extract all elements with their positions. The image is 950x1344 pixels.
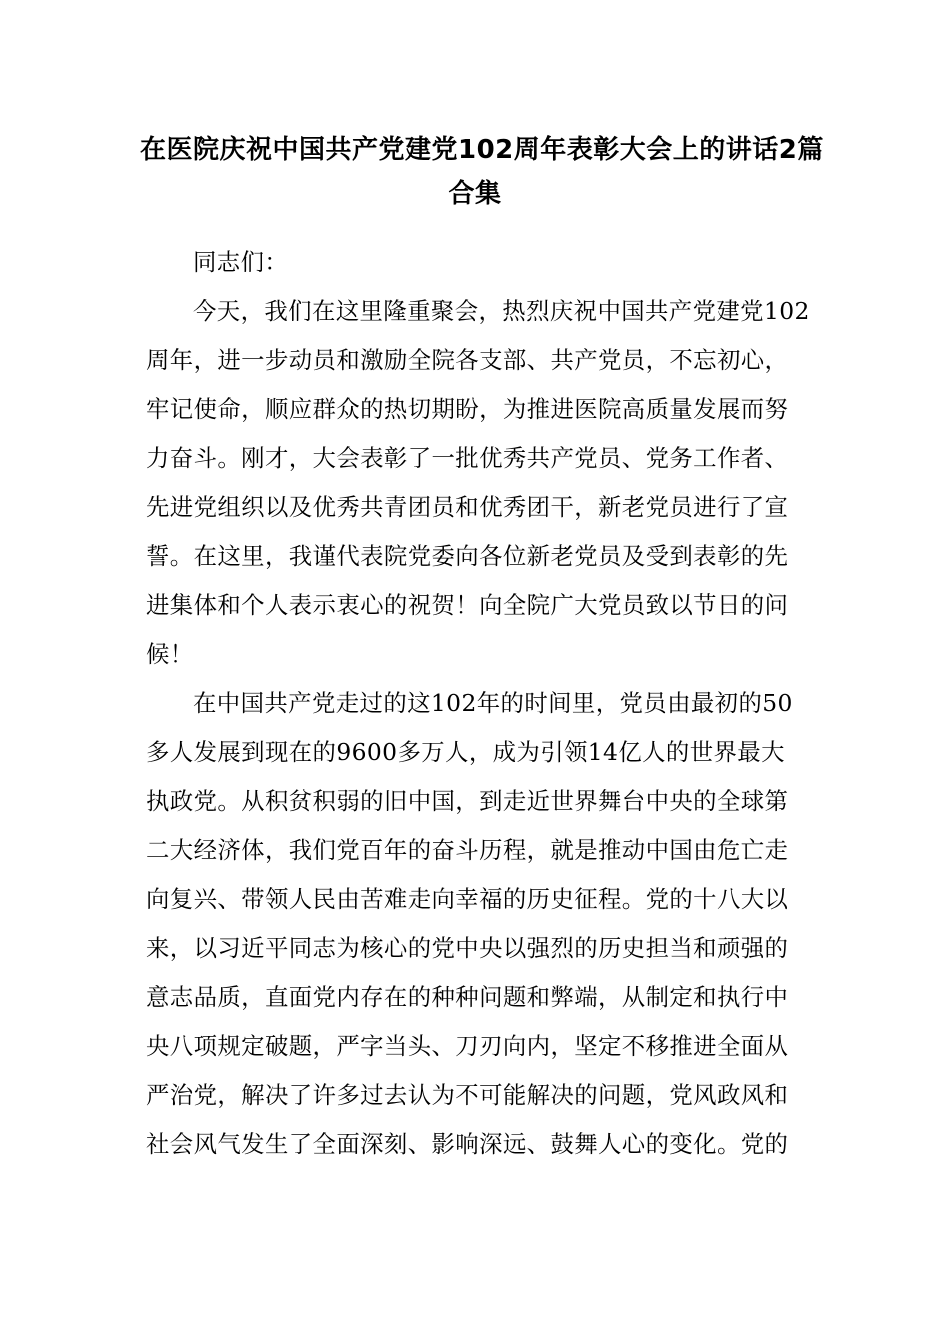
paragraph-line: 向复兴、带领人民由苦难走向幸福的历史征程。党的十八大以 (146, 885, 789, 913)
paragraph-line: 严治党，解决了许多过去认为不可能解决的问题，党风政风和 (146, 1081, 789, 1109)
paragraph-line: 力奋斗。刚才，大会表彰了一批优秀共产党员、党务工作者、 (146, 444, 789, 472)
paragraph-line: 意志品质，直面党内存在的种种问题和弊端，从制定和执行中 (146, 983, 789, 1011)
title-line: 合集 (448, 179, 502, 209)
paragraph-line: 候！ (146, 640, 194, 668)
document-title (140, 128, 824, 216)
paragraph-line: 周年，进一步动员和激励全院各支部、共产党员，不忘初心， (146, 346, 789, 374)
salutation: 同志们： (193, 248, 289, 276)
paragraph-line: 牢记使命，顺应群众的热切期盼，为推进医院高质量发展而努 (146, 395, 789, 423)
title-line: 在医院庆祝中国共产党建党102周年表彰大会上的讲话2篇 (140, 135, 824, 165)
paragraph-1 (146, 287, 810, 679)
paragraph-2 (146, 679, 806, 1169)
paragraph-line: 央八项规定破题，严字当头、刀刃向内，坚定不移推进全面从 (146, 1032, 789, 1060)
paragraph-line: 今天，我们在这里隆重聚会，热烈庆祝中国共产党建党102 (193, 297, 810, 325)
paragraph-line: 执政党。从积贫积弱的旧中国，到走近世界舞台中央的全球第 (146, 787, 789, 815)
paragraph-line: 进集体和个人表示衷心的祝贺！向全院广大党员致以节日的问 (146, 591, 789, 619)
document-body (146, 238, 810, 1169)
paragraph-line: 社会风气发生了全面深刻、影响深远、鼓舞人心的变化。党的 (146, 1130, 789, 1158)
paragraph-line: 多人发展到现在的9600多万人，成为引领14亿人的世界最大 (146, 738, 785, 766)
salutation-paragraph (146, 238, 806, 287)
paragraph-line: 在中国共产党走过的这102年的时间里，党员由最初的50 (193, 689, 793, 717)
paragraph-line: 二大经济体，我们党百年的奋斗历程，就是推动中国由危亡走 (146, 836, 789, 864)
paragraph-line: 先进党组织以及优秀共青团员和优秀团干，新老党员进行了宣 (146, 493, 789, 521)
paragraph-line: 誓。在这里，我谨代表院党委向各位新老党员及受到表彰的先 (146, 542, 789, 570)
paragraph-line: 来，以习近平同志为核心的党中央以强烈的历史担当和顽强的 (146, 934, 789, 962)
